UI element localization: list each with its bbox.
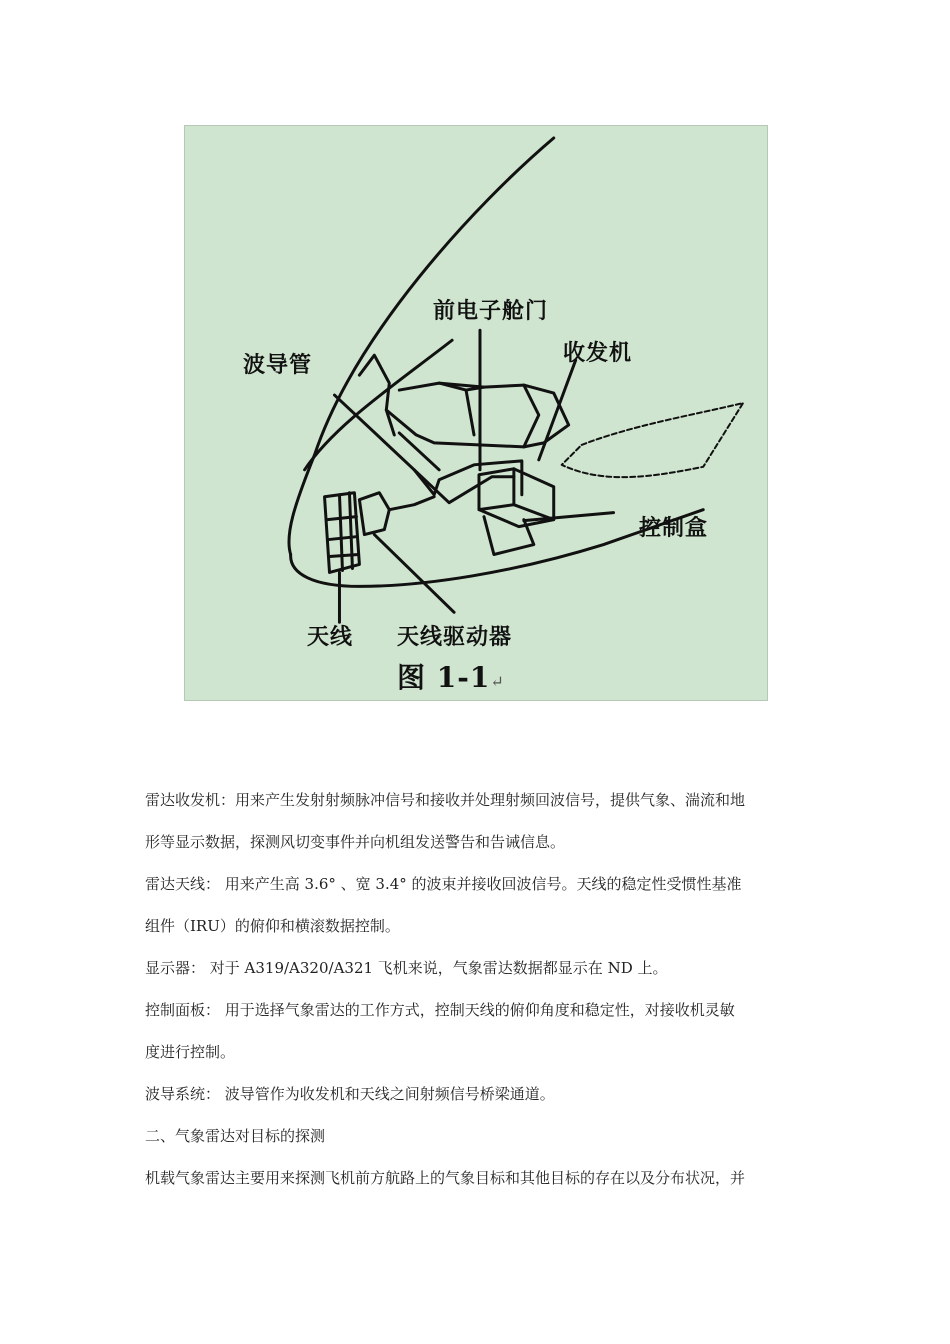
label-antenna-drive: 天线驱动器 (397, 625, 513, 650)
label-control-box: 控制盒 (639, 516, 709, 541)
label-front-ebay-door: 前电子舱门 (433, 299, 549, 324)
section-heading: 二、气象雷达对目标的探测 (145, 1127, 326, 1145)
radar-diagram-figure (184, 125, 768, 701)
control-panel-desc-line1: 控制面板： 用于选择气象雷达的工作方式，控制天线的俯仰角度和稳定性，对接收机灵敏 (145, 1001, 735, 1019)
antenna-desc-line2: 组件（IRU）的俯仰和横滚数据控制。 (145, 917, 400, 935)
return-mark-icon: ↵ (490, 672, 505, 691)
antenna-desc-line1: 雷达天线： 用来产生高 3.6° 、宽 3.4° 的波束并接收回波信号。天线的稳定性受惯性基准 (145, 875, 742, 893)
control-panel-sheet (562, 403, 743, 477)
label-transceiver: 收发机 (563, 341, 633, 366)
transceiver-desc-line2: 形等显示数据，探测风切变事件并向机组发送警告和告诫信息。 (145, 833, 566, 851)
transceiver-desc-line1: 雷达收发机：用来产生发射射频脉冲信号和接收并处理射频回波信号，提供气象、湍流和地 (145, 791, 746, 809)
display-desc: 显示器： 对于 A319/A320/A321 飞机来说，气象雷达数据都显示在 ND 上。 (145, 959, 668, 977)
label-antenna: 天线 (307, 625, 354, 650)
label-waveguide: 波导管 (243, 353, 313, 378)
waveguide-desc: 波导系统： 波导管作为收发机和天线之间射频信号桥梁通道。 (145, 1085, 555, 1103)
antenna-drive (359, 493, 389, 535)
figure-caption (397, 656, 505, 696)
cockpit-frame (359, 355, 568, 447)
detection-desc-line1: 机载气象雷达主要用来探测飞机前方航路上的气象目标和其他目标的存在以及分布状况，并 (145, 1169, 746, 1187)
control-panel-desc-line2: 度进行控制。 (145, 1043, 236, 1061)
aircraft-nose-drawing (185, 126, 767, 700)
caption-text: 图 1-1 (397, 661, 491, 694)
